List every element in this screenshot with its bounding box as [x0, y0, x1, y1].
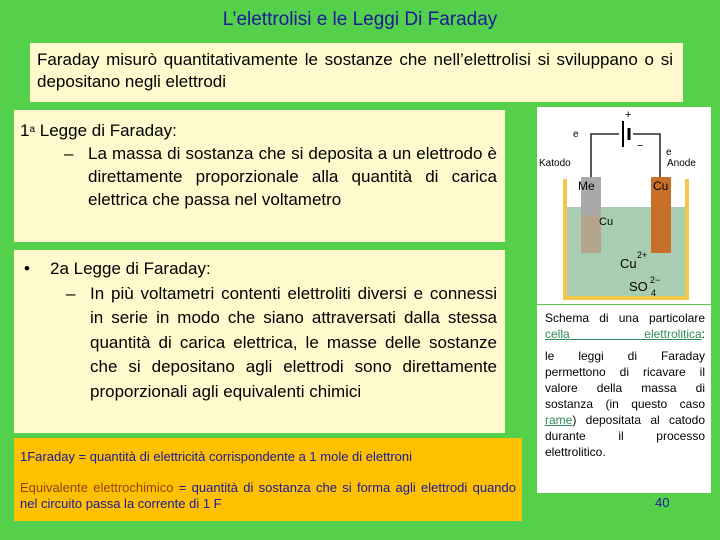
electrolytic-cell-diagram [537, 107, 711, 304]
intro-text: Faraday misurò quantitativamente le sostanze che nell’elettrolisi si sviluppano o si depositano negli elettrodi [37, 50, 673, 91]
caption-first-paragraph [545, 310, 705, 342]
left-wire [591, 134, 619, 177]
second-law-bullet: • [24, 259, 30, 278]
equivalent-term: Equivalente elettrochimico [20, 479, 174, 495]
sulfate-ion-label: SO [629, 279, 648, 294]
definitions-panel [14, 438, 522, 521]
electrolytic-cell-link[interactable]: cella elettrolitica [545, 327, 702, 341]
second-law-statement [22, 282, 497, 405]
electron-label-right: e [666, 147, 672, 158]
copper-ion-label: Cu [620, 256, 637, 271]
equivalent-def: = quantità di sostanza che si forma agli elettrodi quando nel circuito passa la corrente di 1 F [20, 479, 516, 511]
copper-ion-charge: 2+ [637, 250, 648, 260]
deposit-label: Cu [599, 216, 614, 228]
electron-label-left: e [573, 129, 579, 140]
intro-panel [30, 43, 683, 102]
anode-metal-label: Cu [653, 179, 669, 193]
electrolytic-cell-figure [537, 107, 711, 304]
caption-second-end: ) depositata al catodo durante il processo elettrolitico. [545, 413, 705, 459]
anode-label: Anode [667, 158, 696, 169]
cathode-label: Katodo [539, 158, 571, 169]
cathode-metal-label: Me [578, 179, 595, 193]
page-number: 40 [655, 495, 670, 510]
sulfate-charge: 2− [650, 275, 661, 285]
first-law-heading [20, 119, 497, 142]
first-law-text: La massa di sostanza che si deposita a un elettrodo è direttamente proporzionale alla quantità di carica elettrica che passa nel voltametro [88, 144, 497, 209]
slide-title: L’elettrolisi e le Leggi Di Faraday [222, 9, 498, 30]
caption-colon: : [701, 327, 705, 341]
second-law-text: In più voltametri contenti elettroliti diversi e connessi in serie in modo che siano attraversati dalla stessa quantità di carica elettrica, le masse delle sostanze che si depositano agli elettrodi sono direttamente proporzionali agli equivalenti chimici [90, 283, 497, 401]
second-law-heading-text: 2a Legge di Faraday: [50, 259, 211, 278]
sulfate-subscript: 4 [651, 288, 657, 298]
faraday-term: 1Faraday [20, 449, 75, 464]
second-law-panel [14, 250, 505, 433]
second-law-heading [22, 257, 497, 282]
copper-link[interactable]: rame [545, 413, 573, 427]
faraday-def: = quantità di elettricità corrispondente a 1 mole di elettroni [74, 449, 413, 464]
first-law-number: 1 [20, 121, 30, 140]
caption-first-text: Schema di una particolare [545, 311, 705, 325]
second-law-dash: – [66, 283, 76, 303]
first-law-panel [14, 110, 505, 242]
caption-second-paragraph [545, 348, 705, 460]
plus-sign: + [625, 109, 632, 121]
first-law-ordinal: a [29, 124, 36, 135]
first-law-statement [20, 142, 497, 211]
first-law-dash: – [64, 144, 74, 163]
caption-second-text: le leggi di Faraday permettono di ricavare il valore della massa di sostanza (in questo caso [545, 349, 705, 411]
copper-deposit [581, 215, 601, 253]
faraday-definition [20, 449, 516, 466]
figure-caption [537, 305, 711, 493]
equivalent-definition [20, 480, 516, 513]
first-law-heading-text: Legge di Faraday: [35, 121, 177, 140]
minus-sign: − [637, 140, 644, 152]
